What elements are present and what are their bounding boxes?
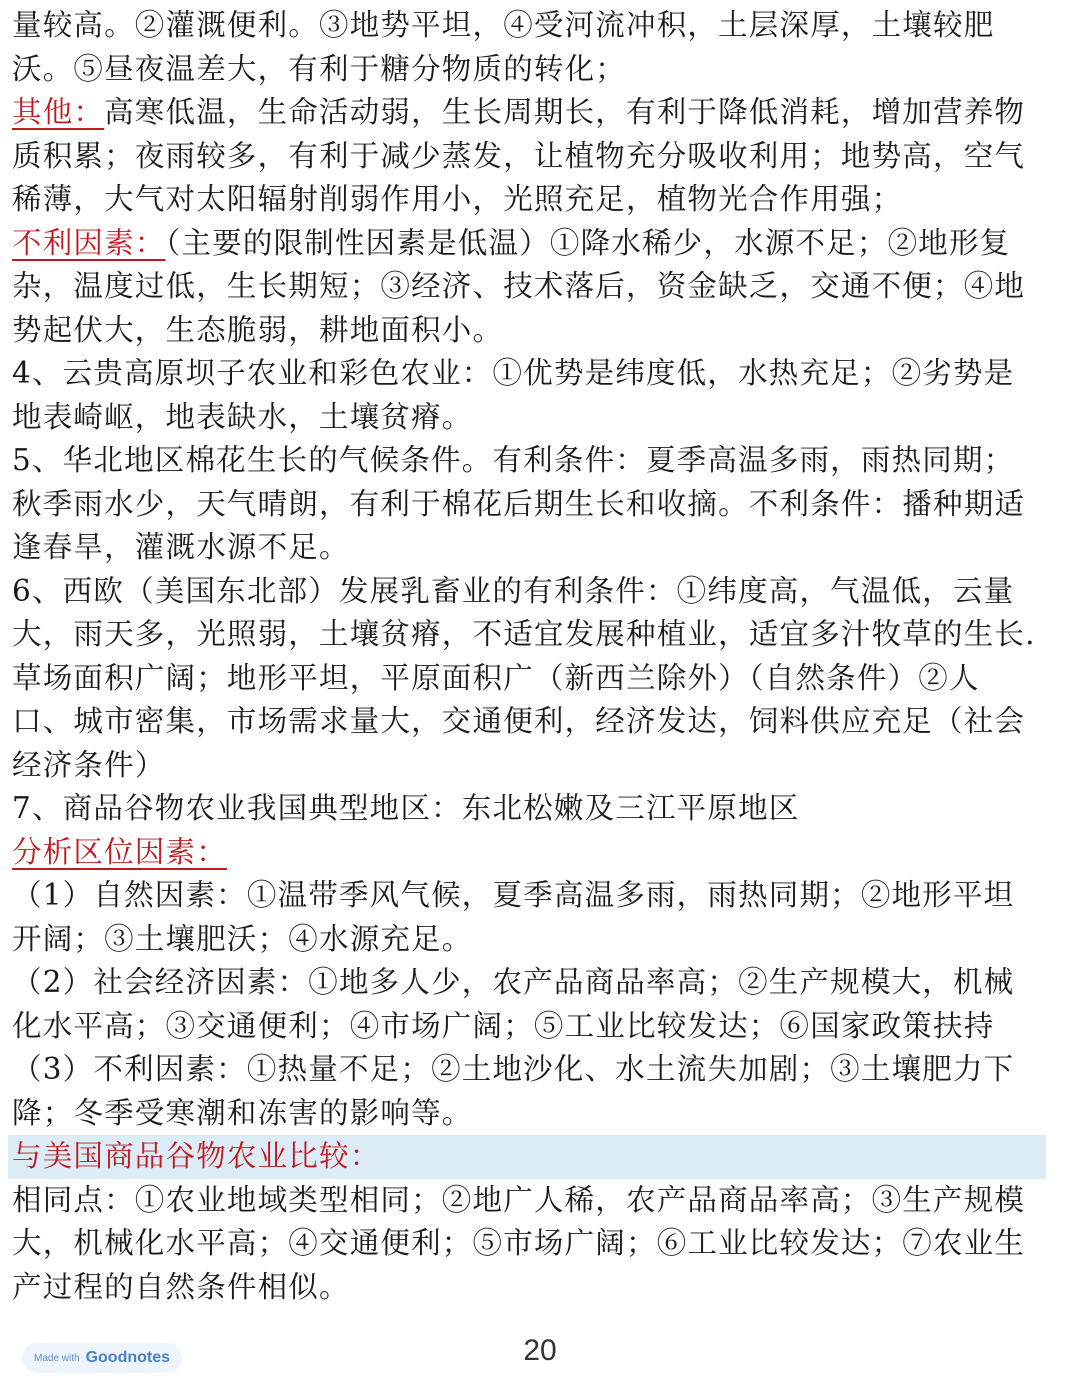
text-line (12, 48, 1052, 92)
line-text: 地表崎岖，地表缺水，土壤贫瘠。 (12, 399, 473, 434)
text-line (12, 657, 1052, 701)
red-heading-label: 分析区位因素： (12, 834, 227, 869)
red-heading-label: 不利因素： (12, 225, 166, 260)
text-line (12, 831, 1052, 875)
line-text: 化水平高；③交通便利；④市场广阔；⑤工业比较发达；⑥国家政策扶持 (12, 1008, 995, 1043)
text-line (12, 1092, 1052, 1136)
text-line (12, 787, 1052, 831)
line-text: 大，机械化水平高；④交通便利；⑤市场广阔；⑥工业比较发达；⑦农业生 (12, 1226, 1026, 1260)
text-line (12, 918, 1052, 962)
line-text: 产过程的自然条件相似。 (12, 1269, 350, 1304)
line-text: 6、西欧（美国东北部）发展乳畜业的有利条件：①纬度高，气温低，云量 (12, 573, 1015, 608)
line-text: 4、云贵高原坝子农业和彩色农业：①优势是纬度低，水热充足；②劣势是 (12, 356, 1015, 390)
line-text: 高寒低温，生命活动弱，生长周期长，有利于降低消耗，增加营养物 (104, 95, 1026, 129)
line-text: 口、城市密集，市场需求量大，交通便利，经济发达，饲料供应充足（社会 (12, 704, 1026, 738)
line-text: 质积累；夜雨较多，有利于减少蒸发，让植物充分吸收利用；地势高，空气 (12, 138, 1026, 173)
badge-made-with: Made with (34, 1352, 80, 1364)
badge-goodnotes: Goodnotes (85, 1349, 171, 1366)
text-line (12, 874, 1052, 918)
line-text: 相同点：①农业地域类型相同；②地广人稀，农产品商品率高；③生产规模 (12, 1182, 1026, 1217)
line-text: 7、商品谷物农业我国典型地区：东北松嫩及三江平原地区 (12, 791, 800, 825)
text-line (12, 483, 1052, 527)
text-line (12, 1135, 1052, 1179)
text-line (12, 1179, 1052, 1223)
red-heading-label: 与美国商品谷物农业比较： (12, 1139, 381, 1173)
text-line (12, 526, 1052, 570)
text-line (12, 1005, 1052, 1049)
text-line (12, 91, 1052, 135)
line-text: 逢春旱，灌溉水源不足。 (12, 530, 350, 564)
highlighted-heading (8, 1135, 1046, 1179)
red-heading-label: 其他： (12, 95, 105, 129)
text-line (12, 265, 1052, 309)
line-text: 草场面积广阔；地形平坦，平原面积广（新西兰除外）（自然条件）②人 (12, 660, 980, 695)
line-text: 5、华北地区棉花生长的气候条件。有利条件：夏季高温多雨，雨热同期； (12, 443, 1015, 477)
text-line (12, 222, 1052, 266)
line-text: 开阔；③土壤肥沃；④水源充足。 (12, 921, 473, 956)
text-line (12, 961, 1052, 1005)
line-text: 降；冬季受寒潮和冻害的影响等。 (12, 1095, 473, 1130)
line-text: （3）不利因素：①热量不足；②土地沙化、水土流失加剧；③土壤肥力下 (12, 1052, 1015, 1086)
text-line (12, 613, 1052, 657)
text-line (12, 1266, 1052, 1310)
text-line (12, 178, 1052, 222)
line-text: （2）社会经济因素：①地多人少，农产品商品率高；②生产规模大，机械 (12, 965, 1015, 999)
line-text: （主要的限制性因素是低温）①降水稀少，水源不足；②地形复 (165, 225, 1011, 260)
line-text: （1）自然因素：①温带季风气候，夏季高温多雨，雨热同期；②地形平坦 (12, 878, 1015, 912)
text-line (12, 135, 1052, 179)
text-line (12, 352, 1052, 396)
text-line (12, 744, 1052, 788)
line-text: 秋季雨水少，天气晴朗，有利于棉花后期生长和收摘。不利条件：播种期适 (12, 486, 1026, 521)
line-text: 大，雨天多，光照弱，土壤贫瘠，不适宜发展种植业，适宜多汁牧草的生长. (12, 617, 1036, 651)
line-text: 沃。⑤昼夜温差大，有利于糖分物质的转化； (12, 51, 627, 86)
line-text: 量较高。②灌溉便利。③地势平坦，④受河流冲积，土层深厚，土壤较肥 (12, 8, 995, 42)
text-line (12, 396, 1052, 440)
text-line (12, 309, 1052, 353)
line-text: 杂，温度过低，生长期短；③经济、技术落后，资金缺乏，交通不便；④地 (12, 269, 1026, 303)
line-text: 经济条件） (12, 747, 166, 782)
text-line (12, 1222, 1052, 1266)
line-text: 稀薄，大气对太阳辐射削弱作用小，光照充足，植物光合作用强； (12, 182, 903, 216)
document-page (12, 0, 1052, 1309)
text-line (12, 439, 1052, 483)
text-line (12, 570, 1052, 614)
line-text: 势起伏大，生态脆弱，耕地面积小。 (12, 312, 504, 347)
text-line (12, 1048, 1052, 1092)
text-line (12, 4, 1052, 48)
text-line (12, 700, 1052, 744)
page-number: 20 (523, 1334, 557, 1367)
